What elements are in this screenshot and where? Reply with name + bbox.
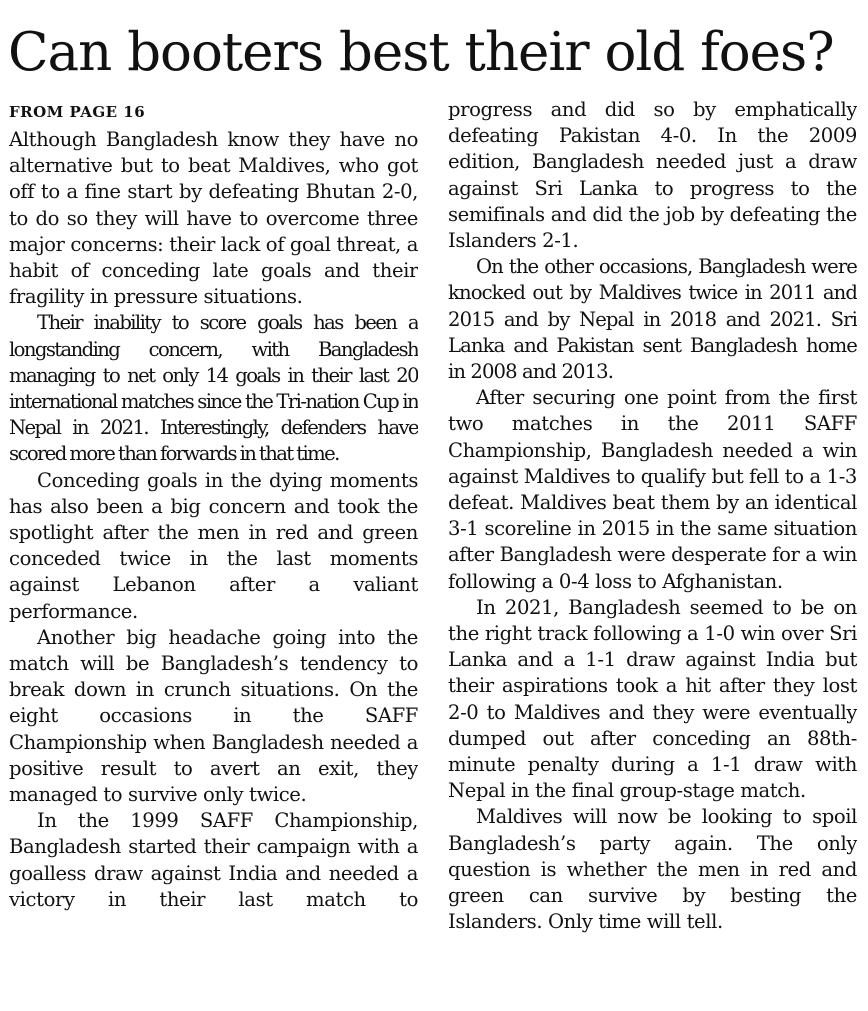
body-paragraph: Maldives will now be looking to spoil Bangladesh’s party again. The only question is whether the men in red and green can survive by besting the Islanders. Only time will tell. — [448, 805, 857, 934]
article-column-left — [9, 97, 418, 1003]
body-paragraph: Although Bangladesh know they have no alternative but to beat Maldives, who got off to a fine start by defeating Bhutan 2-0, to do so they will have to overcome three major concerns: their lack of goal threat, a habit of conceding late goals and their fragility in pressure situations. — [9, 128, 418, 309]
continuation-label: FROM PAGE 16 — [9, 103, 146, 121]
article-column-right — [448, 97, 857, 1003]
body-paragraph: Their inability to score goals has been a longstanding concern, with Bangladesh managing to net only 14 goals in their last 20 international matches since the Tri-nation Cup in Nepal in 2021. Interestingly, defenders have scored more than forwards in that time. — [9, 311, 418, 466]
body-paragraph: Another big headache going into the match will be Bangladesh’s tendency to break down in crunch situations. On the eight occasions in the SAFF Championship when Bangladesh needed a positive result to avert an exit, they managed to survive only twice. — [9, 625, 418, 807]
body-paragraph: progress and did so by emphatically defeating Pakistan 4-0. In the 2009 edition, Bangladesh needed just a draw against Sri Lanka to progress to the semifinals and did the job by defeating the Islanders 2-1. — [448, 98, 857, 253]
headline: Can booters best their old foes? — [8, 22, 834, 83]
body-paragraph: In 2021, Bangladesh seemed to be on the right track following a 1-0 win over Sri Lanka and a 1-1 draw against India but their aspirations took a hit after they lost 2-0 to Maldives and they were eventually dumped out after conceding an 88th-minute penalty during a 1-1 draw with Nepal in the final group-stage match. — [448, 595, 857, 803]
body-paragraph: On the other occasions, Bangladesh were knocked out by Maldives twice in 2011 and 2015 and by Nepal in 2018 and 2021. Sri Lanka and Pakistan sent Bangladesh home in 2008 and 2013. — [448, 255, 857, 384]
body-paragraph: After securing one point from the first two matches in the 2011 SAFF Championship, Bangladesh needed a win against Maldives to qualify but fell to a 1-3 defeat. Maldives beat them by an identical 3-1 scoreline in 2015 in the same situation after Bangladesh were desperate for a win following a 0-4 loss to Afghanistan. — [448, 386, 857, 593]
body-paragraph: In the 1999 SAFF Championship, Bangladesh started their campaign with a goalless draw against India and needed a victory in their last match to — [9, 809, 418, 911]
body-paragraph: Conceding goals in the dying moments has also been a big concern and took the spotlight after the men in red and green conceded twice in the last moments against Lebanon after a valiant performance. — [9, 468, 418, 623]
